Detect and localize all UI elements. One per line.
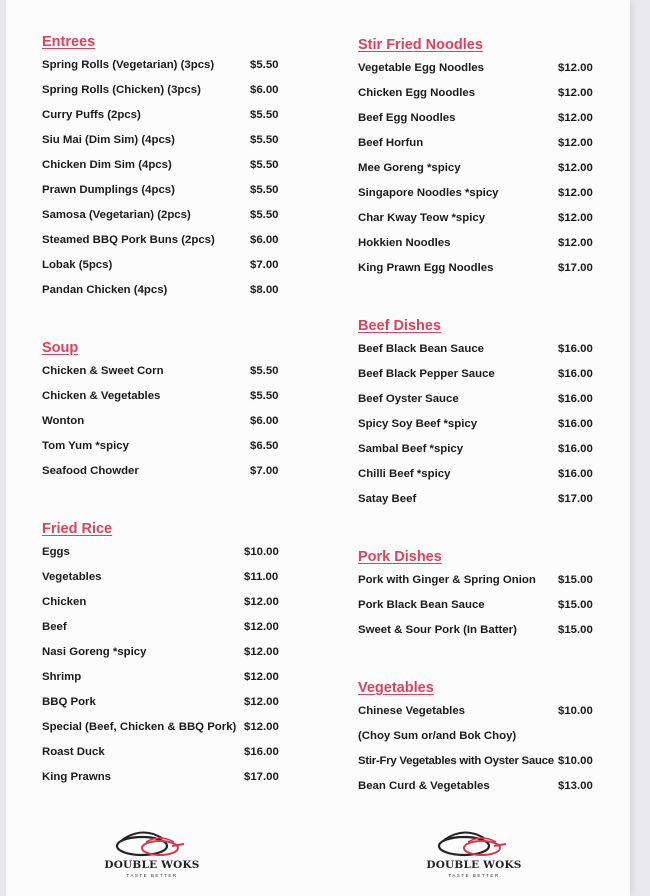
menu-item	[358, 61, 608, 86]
item-name: Beef	[42, 621, 67, 633]
stir-fried-noodles-list	[358, 61, 608, 286]
item-price: $13.00	[558, 780, 593, 792]
item-price: $5.50	[250, 159, 279, 171]
menu-item	[358, 779, 608, 804]
item-name: Eggs	[42, 546, 70, 558]
brand-name: DOUBLE WOKS	[104, 859, 200, 871]
fried-rice-section	[42, 518, 288, 795]
item-name: Singapore Noodles *spicy	[358, 187, 499, 199]
item-price: $12.00	[244, 721, 279, 733]
item-name: Sweet & Sour Pork (In Batter)	[358, 624, 517, 636]
item-name: Spicy Soy Beef *spicy	[358, 418, 478, 430]
double-woks-logo	[102, 824, 202, 886]
item-name: Mee Goreng *spicy	[358, 162, 461, 174]
item-price: $17.00	[558, 262, 593, 274]
item-name: Chilli Beef *spicy	[358, 468, 451, 480]
section-heading-stir-fried-noodles: Stir Fried Noodles	[358, 37, 483, 53]
item-name: Shrimp	[42, 671, 82, 683]
item-price: $12.00	[558, 137, 593, 149]
item-name: Lobak (5pcs)	[42, 259, 113, 271]
menu-item	[358, 442, 608, 467]
menu-item	[42, 389, 288, 414]
menu-item	[42, 414, 288, 439]
item-price: $6.00	[250, 234, 279, 246]
item-name: Bean Curd & Vegetables	[358, 780, 490, 792]
item-name: Curry Puffs (2pcs)	[42, 109, 141, 121]
menu-item	[42, 208, 288, 233]
item-price: $12.00	[558, 112, 593, 124]
item-price: $12.00	[244, 596, 279, 608]
menu-item	[42, 620, 288, 645]
item-name: BBQ Pork	[42, 696, 96, 708]
menu-item	[42, 720, 288, 745]
menu-item	[358, 704, 608, 729]
menu-item	[42, 595, 288, 620]
item-price: $16.00	[558, 368, 593, 380]
menu-item	[358, 111, 608, 136]
wok-logo-icon	[424, 824, 524, 864]
item-name: King Prawns	[42, 771, 111, 783]
brand-name: DOUBLE WOKS	[426, 859, 522, 871]
beef-dishes-section	[358, 315, 608, 517]
brand-tagline: TASTE BETTER	[448, 873, 500, 878]
pork-dishes-list	[358, 573, 608, 648]
menu-item	[42, 364, 288, 389]
item-price: $12.00	[558, 87, 593, 99]
menu-item	[358, 623, 608, 648]
item-name: Chicken & Sweet Corn	[42, 365, 164, 377]
item-price: $12.00	[558, 62, 593, 74]
section-heading-soup: Soup	[42, 340, 79, 356]
item-price: $17.00	[558, 493, 593, 505]
vegetables-list	[358, 704, 608, 804]
item-name: Samosa (Vegetarian) (2pcs)	[42, 209, 191, 221]
section-heading-entrees: Entrees	[42, 34, 96, 50]
item-price: $7.00	[250, 465, 279, 477]
menu-item	[42, 695, 288, 720]
item-name: Pandan Chicken (4pcs)	[42, 284, 168, 296]
section-heading-pork-dishes: Pork Dishes	[358, 549, 442, 565]
item-name: Spring Rolls (Vegetarian) (3pcs)	[42, 59, 215, 71]
item-name: Spring Rolls (Chicken) (3pcs)	[42, 84, 201, 96]
item-name: Chicken Dim Sim (4pcs)	[42, 159, 172, 171]
item-name: Prawn Dumplings (4pcs)	[42, 184, 175, 196]
menu-item	[42, 258, 288, 283]
item-name: Beef Black Bean Sauce	[358, 343, 484, 355]
menu-item	[358, 161, 608, 186]
item-price: $12.00	[244, 646, 279, 658]
item-name: Roast Duck	[42, 746, 105, 758]
soup-section	[42, 337, 288, 489]
item-price: $12.00	[244, 621, 279, 633]
menu-item	[42, 545, 288, 570]
item-price: $10.00	[558, 705, 593, 717]
item-price: $16.00	[558, 393, 593, 405]
item-price: $5.50	[250, 365, 279, 377]
item-price: $6.50	[250, 440, 279, 452]
menu-item	[358, 467, 608, 492]
fried-rice-list	[42, 545, 288, 795]
menu-item	[358, 573, 608, 598]
item-name: Hokkien Noodles	[358, 237, 451, 249]
menu-item	[358, 186, 608, 211]
wok-logo-icon	[102, 824, 202, 864]
item-price: $10.00	[558, 755, 593, 767]
menu-item	[42, 83, 288, 108]
soup-list	[42, 364, 288, 489]
menu-item	[42, 58, 288, 83]
menu-item	[358, 492, 608, 517]
item-name: Special (Beef, Chicken & BBQ Pork)	[42, 721, 237, 733]
vegetables-section	[358, 677, 608, 804]
item-name: Beef Black Pepper Sauce	[358, 368, 495, 380]
menu-item	[358, 392, 608, 417]
menu-item	[42, 645, 288, 670]
item-name: Steamed BBQ Pork Buns (2pcs)	[42, 234, 215, 246]
item-price: $6.00	[250, 84, 279, 96]
entrees-list	[42, 58, 288, 308]
section-heading-fried-rice: Fried Rice	[42, 521, 113, 537]
item-name: Char Kway Teow *spicy	[358, 212, 486, 224]
item-name: Beef Horfun	[358, 137, 424, 149]
item-price: $16.00	[558, 418, 593, 430]
item-name: Vegetables	[42, 571, 102, 583]
item-name: Chicken & Vegetables	[42, 390, 161, 402]
pork-dishes-section	[358, 546, 608, 648]
menu-item	[358, 342, 608, 367]
item-name: Pork with Ginger & Spring Onion	[358, 574, 536, 586]
item-price: $17.00	[244, 771, 279, 783]
item-price: $12.00	[558, 212, 593, 224]
item-name: Seafood Chowder	[42, 465, 139, 477]
item-name: Satay Beef	[358, 493, 417, 505]
item-name: Siu Mai (Dim Sim) (4pcs)	[42, 134, 175, 146]
item-price: $15.00	[558, 574, 593, 586]
menu-item	[42, 670, 288, 695]
item-name: Beef Oyster Sauce	[358, 393, 459, 405]
item-name: Wonton	[42, 415, 85, 427]
menu-item	[358, 754, 608, 779]
item-price: $16.00	[558, 343, 593, 355]
section-heading-beef-dishes: Beef Dishes	[358, 318, 442, 334]
item-price: $15.00	[558, 599, 593, 611]
menu-item	[42, 464, 288, 489]
menu-item	[358, 236, 608, 261]
menu-item	[42, 233, 288, 258]
item-price: $5.50	[250, 134, 279, 146]
menu-item	[42, 183, 288, 208]
item-price: $16.00	[244, 746, 279, 758]
item-name: Sambal Beef *spicy	[358, 443, 464, 455]
stir-fried-noodles-section	[358, 34, 608, 286]
item-name: Nasi Goreng *spicy	[42, 646, 147, 658]
menu-item	[358, 86, 608, 111]
item-price: $6.00	[250, 415, 279, 427]
item-price: $12.00	[244, 696, 279, 708]
item-price: $5.50	[250, 59, 279, 71]
item-name: Chinese Vegetables	[358, 705, 465, 717]
item-price: $16.00	[558, 468, 593, 480]
item-price: $15.00	[558, 624, 593, 636]
item-price: $5.50	[250, 184, 279, 196]
item-name: Vegetable Egg Noodles	[358, 62, 484, 74]
item-price: $16.00	[558, 443, 593, 455]
menu-item	[42, 770, 288, 795]
item-price: $5.50	[250, 209, 279, 221]
section-heading-vegetables: Vegetables	[358, 680, 434, 696]
menu-item	[358, 136, 608, 161]
item-name: Beef Egg Noodles	[358, 112, 456, 124]
menu-item	[358, 261, 608, 286]
item-price: $12.00	[558, 162, 593, 174]
item-name: Stir-Fry Vegetables with Oyster Sauce	[358, 755, 554, 767]
item-price: $12.00	[558, 187, 593, 199]
menu-page	[6, 0, 630, 896]
item-price: $8.00	[250, 284, 279, 296]
item-price: $7.00	[250, 259, 279, 271]
menu-item	[358, 367, 608, 392]
menu-item	[42, 108, 288, 133]
item-name: Chicken	[42, 596, 87, 608]
double-woks-logo	[424, 824, 524, 886]
menu-item	[42, 158, 288, 183]
item-price: $12.00	[558, 237, 593, 249]
menu-item	[42, 570, 288, 595]
menu-item	[358, 729, 608, 754]
menu-item	[358, 417, 608, 442]
item-price: $5.50	[250, 109, 279, 121]
item-price: $12.00	[244, 671, 279, 683]
brand-tagline: TASTE BETTER	[126, 873, 178, 878]
menu-item	[42, 439, 288, 464]
menu-item	[42, 745, 288, 770]
item-name: King Prawn Egg Noodles	[358, 262, 494, 274]
beef-dishes-list	[358, 342, 608, 517]
menu-item	[358, 598, 608, 623]
item-name: Chicken Egg Noodles	[358, 87, 476, 99]
item-price: $11.00	[244, 571, 279, 583]
item-price: $5.50	[250, 390, 279, 402]
entrees-section	[42, 31, 288, 308]
item-price: $10.00	[244, 546, 279, 558]
menu-item	[42, 283, 288, 308]
menu-item	[42, 133, 288, 158]
item-name: Tom Yum *spicy	[42, 440, 129, 452]
item-name: Pork Black Bean Sauce	[358, 599, 485, 611]
item-name: (Choy Sum or/and Bok Choy)	[358, 730, 517, 742]
menu-item	[358, 211, 608, 236]
